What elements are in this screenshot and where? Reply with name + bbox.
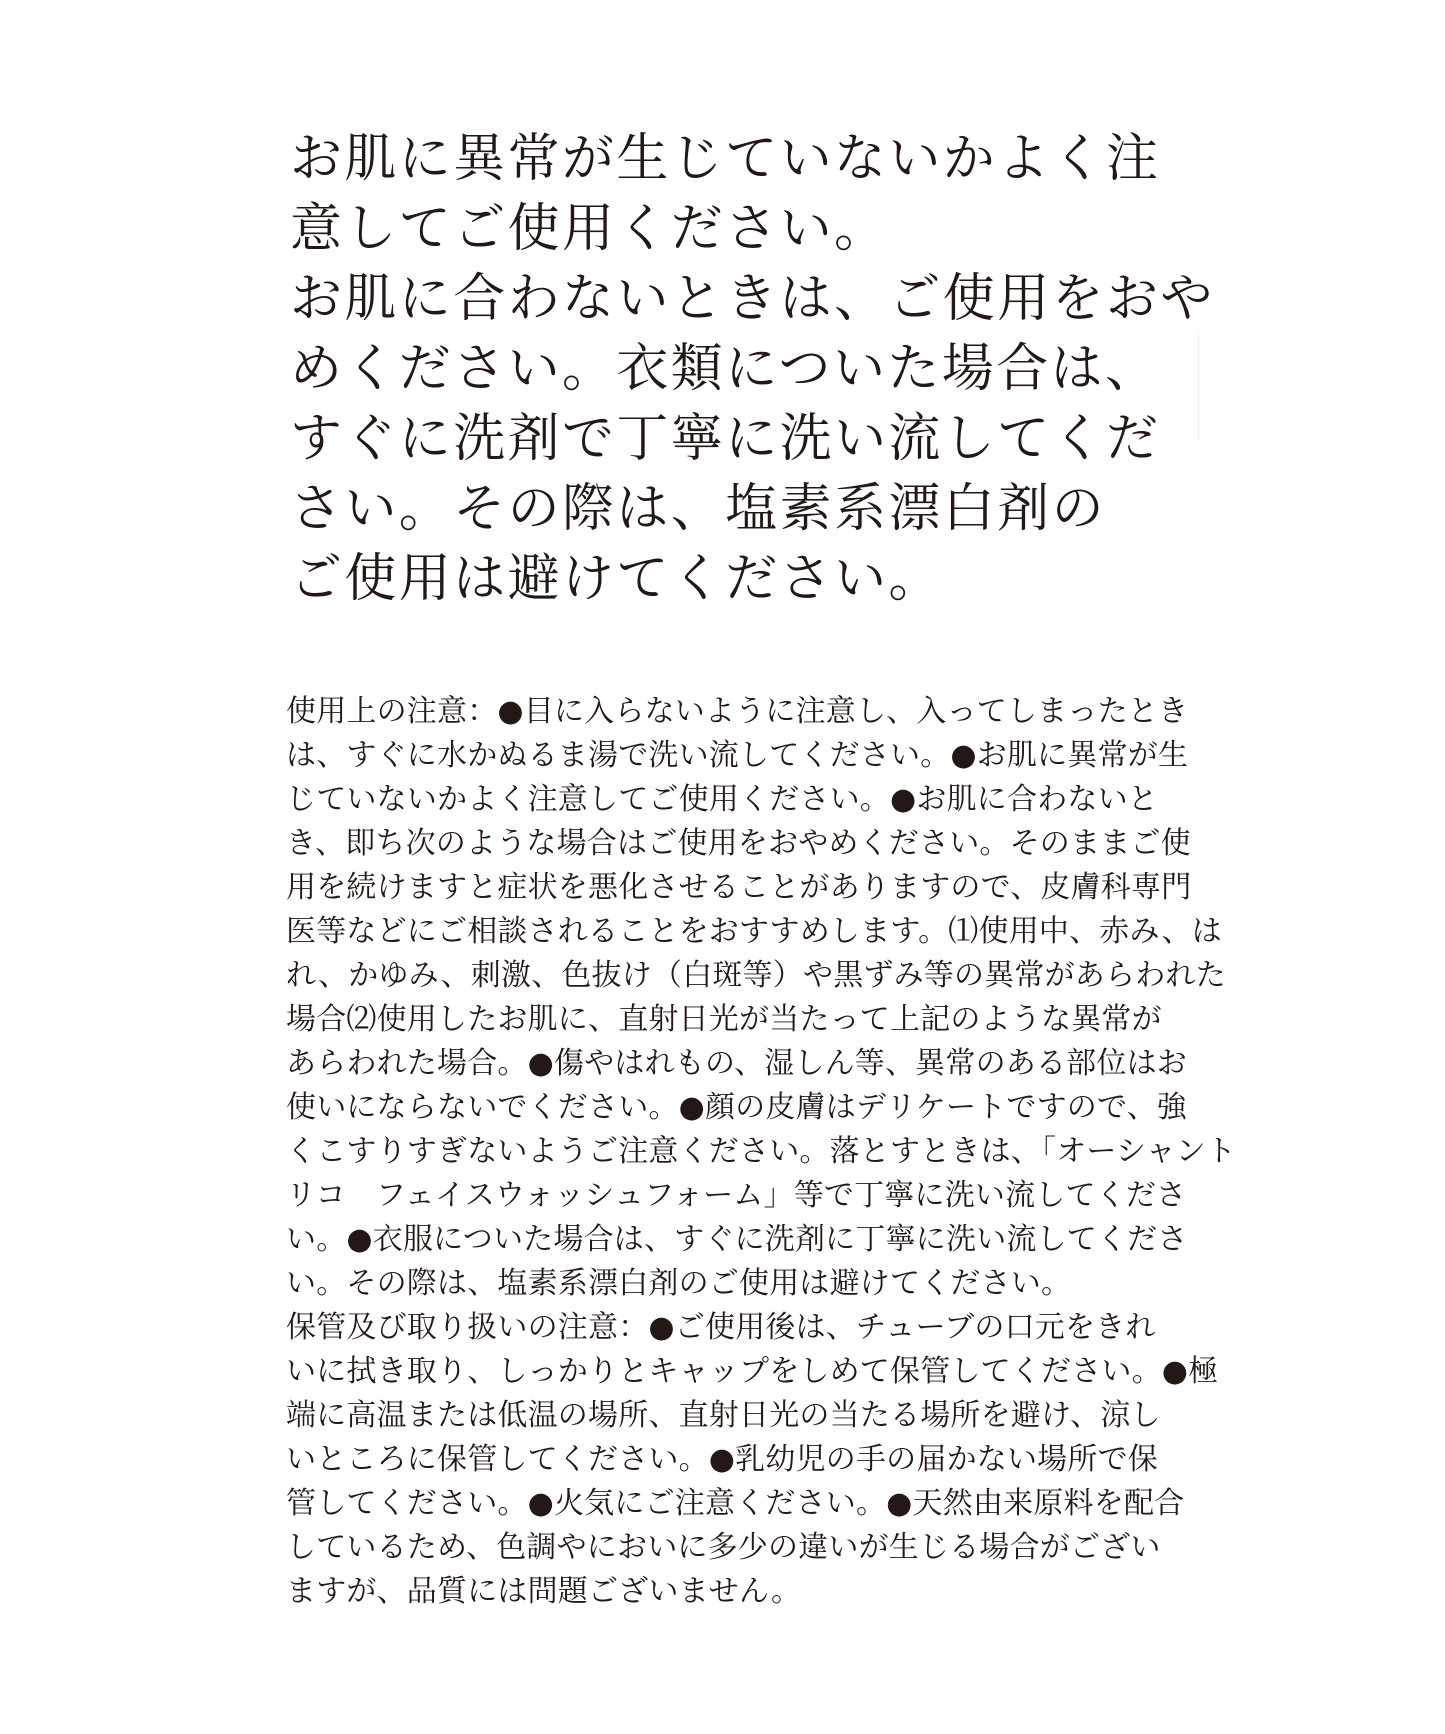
heading-line: お肌に異常が生じていないかよく注 (290, 129, 1161, 189)
body-line: 医等などにご相談されることをおすすめします。⑴使用中、赤み、は (286, 914, 1222, 949)
body-line: い。●衣服についた場合は、すぐに洗剤に丁寧に洗い流してくださ (286, 1222, 1188, 1257)
body-line: あらわれた場合。●傷やはれもの、湿しん等、異常のある部位はお (286, 1046, 1187, 1081)
body-line: 端に高温または低温の場所、直射日光の当たる場所を避け、涼し (286, 1398, 1161, 1433)
body-line: い。その際は、塩素系漂白剤のご使用は避けてください。 (286, 1266, 1072, 1301)
body-line: しているため、色調やにおいに多少の違いが生じる場合がござい (286, 1530, 1161, 1565)
heading-line: めください。衣類についた場合は、 (290, 339, 1160, 399)
body-line: れ、かゆみ、刺激、色抜け（白斑等）や黒ずみ等の異常があらわれた (286, 958, 1226, 993)
body-line: 保管及び取り扱いの注意：●ご使用後は、チューブの口元をきれ (286, 1310, 1156, 1345)
body-line: ますが、品質には問題ございません。 (286, 1574, 802, 1609)
heading-line: 意してご使用ください。 (290, 199, 889, 259)
faint-divider (1198, 330, 1199, 440)
body-line: じていないかよく注意してご使用ください。●お肌に合わないと (286, 782, 1158, 817)
body-line: 用を続けますと症状を悪化させることがありますので、皮膚科専門 (286, 870, 1192, 905)
heading-line: お肌に合わないときは、ご使用をおや (290, 269, 1215, 329)
body-line: き、即ち次のような場合はご使用をおやめください。そのままご使 (286, 826, 1191, 861)
heading-line: さい。その際は、塩素系漂白剤の (290, 479, 1107, 539)
heading-line: すぐに洗剤で丁寧に洗い流してくだ (290, 409, 1161, 469)
body-line: いに拭き取り、しっかりとキャップをしめて保管してください。●極 (286, 1354, 1219, 1389)
heading-notice (290, 124, 1215, 614)
body-line: は、すぐに水かぬるま湯で洗い流してください。●お肌に異常が生 (286, 738, 1189, 773)
body-line: 場合⑵使用したお肌に、直射日光が当たって上記のような異常が (286, 1002, 1162, 1037)
body-line: リコ フェイスウォッシュフォーム」等で丁寧に洗い流してくださ (286, 1178, 1187, 1213)
body-line: 使用上の注意：●目に入らないように注意し、入ってしまったとき (286, 694, 1189, 729)
body-line: いところに保管してください。●乳幼児の手の届かない場所で保 (286, 1442, 1158, 1477)
usage-precautions-text (286, 690, 1237, 1614)
body-line: 使いにならないでください。●顔の皮膚はデリケートですので、強 (286, 1090, 1187, 1125)
heading-line: ご使用は避けてください。 (290, 549, 943, 609)
body-line: くこすりすぎないようご注意ください。落とすときは、「オーシャント (286, 1134, 1237, 1169)
body-line: 管してください。●火気にご注意ください。●天然由来原料を配合 (286, 1486, 1185, 1521)
